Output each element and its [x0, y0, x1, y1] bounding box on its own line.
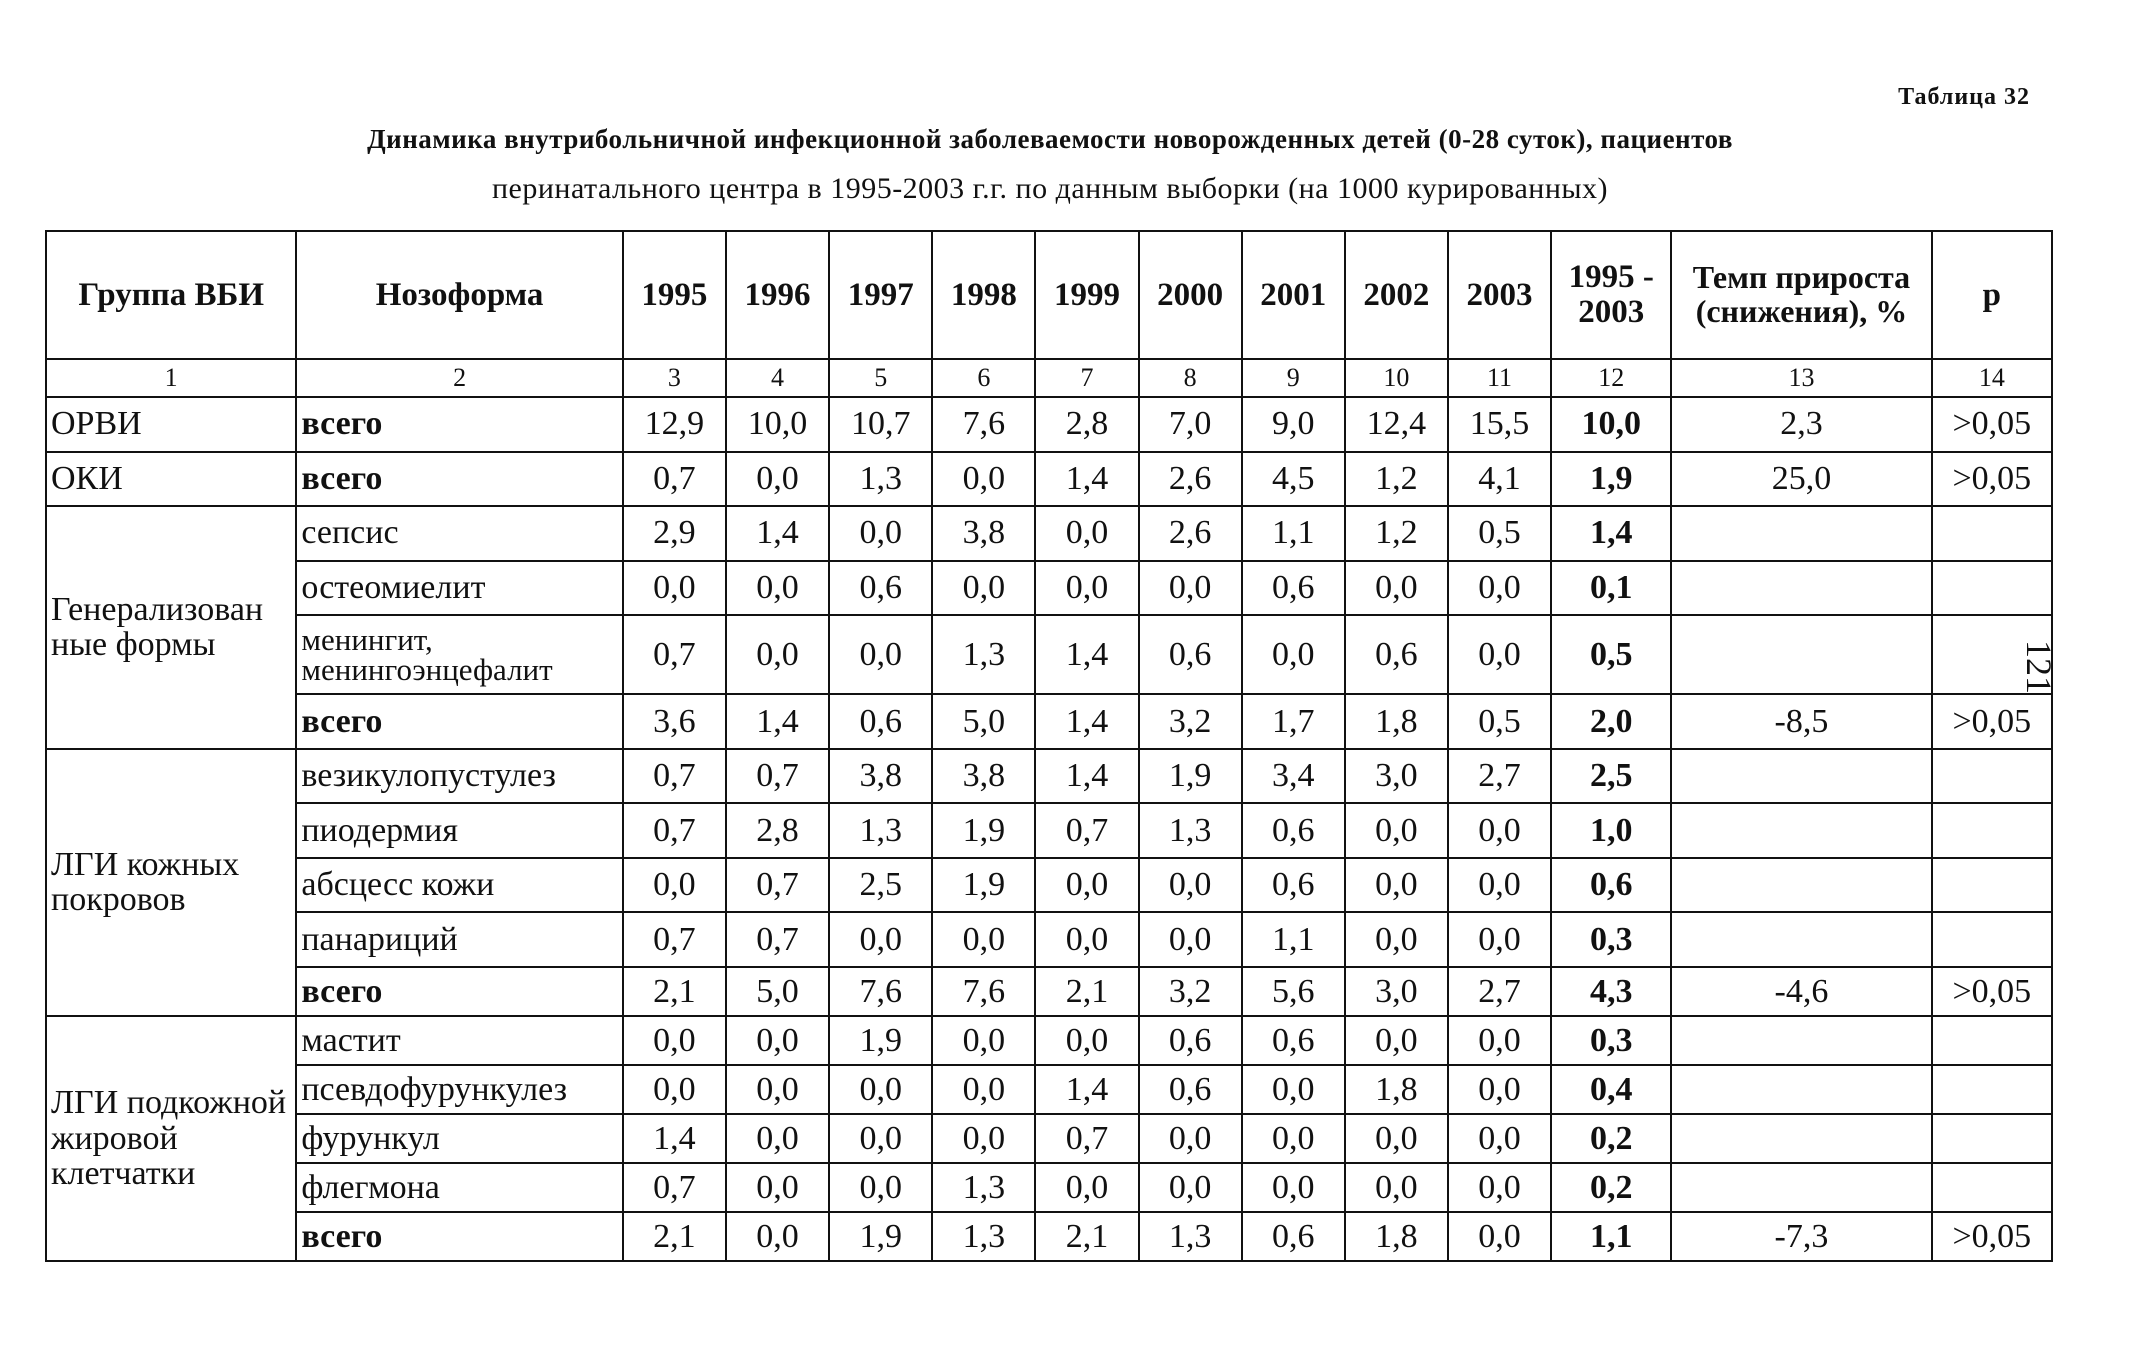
p-value-cell [1932, 749, 2052, 804]
table-row [46, 1114, 2052, 1163]
period-total-cell: 1,0 [1551, 803, 1671, 858]
year-value-cell: 0,6 [1242, 1212, 1345, 1261]
table-row [46, 615, 2052, 694]
year-value-cell: 0,0 [1448, 1016, 1551, 1065]
year-value-cell: 0,0 [726, 615, 829, 694]
year-value-cell: 1,3 [1139, 803, 1242, 858]
year-value-cell: 1,3 [1139, 1212, 1242, 1261]
year-value-cell: 5,6 [1242, 967, 1345, 1016]
year-value-cell: 2,6 [1139, 452, 1242, 507]
p-value-cell [1932, 858, 2052, 913]
column-number-cell: 12 [1551, 359, 1671, 397]
year-value-cell: 1,4 [1035, 452, 1138, 507]
column-number-row [46, 359, 2052, 397]
nosoform-cell: флегмона [296, 1163, 622, 1212]
year-value-cell: 2,1 [623, 967, 726, 1016]
year-value-cell: 3,6 [623, 694, 726, 749]
year-value-cell: 0,0 [932, 1114, 1035, 1163]
growth-rate-cell: -7,3 [1671, 1212, 1931, 1261]
year-value-cell: 0,0 [1035, 858, 1138, 913]
year-value-cell: 1,4 [623, 1114, 726, 1163]
year-value-cell: 0,7 [1035, 1114, 1138, 1163]
nosoform-cell: всего [296, 452, 622, 507]
table-row [46, 803, 2052, 858]
year-value-cell: 0,0 [1139, 912, 1242, 967]
year-value-cell: 0,0 [623, 858, 726, 913]
year-value-cell: 0,0 [932, 912, 1035, 967]
year-value-cell: 1,4 [1035, 749, 1138, 804]
p-value-cell [1932, 912, 2052, 967]
period-total-cell: 10,0 [1551, 397, 1671, 452]
period-total-cell: 0,3 [1551, 912, 1671, 967]
table-row [46, 858, 2052, 913]
table-row [46, 1212, 2052, 1261]
year-value-cell: 5,0 [932, 694, 1035, 749]
period-total-cell: 0,2 [1551, 1163, 1671, 1212]
year-value-cell: 0,7 [1035, 803, 1138, 858]
year-value-cell: 3,0 [1345, 967, 1448, 1016]
year-value-cell: 0,0 [726, 1114, 829, 1163]
header-cell: 1995 [623, 231, 726, 359]
year-value-cell: 0,0 [623, 1065, 726, 1114]
year-value-cell: 1,9 [829, 1016, 932, 1065]
year-value-cell: 5,0 [726, 967, 829, 1016]
year-value-cell: 2,5 [829, 858, 932, 913]
nosoform-cell: сепсис [296, 506, 622, 561]
nosoform-cell: всего [296, 1212, 622, 1261]
year-value-cell: 1,2 [1345, 452, 1448, 507]
year-value-cell: 0,7 [623, 803, 726, 858]
column-number-cell: 1 [46, 359, 296, 397]
header-cell: 1997 [829, 231, 932, 359]
year-value-cell: 0,0 [1139, 1163, 1242, 1212]
p-value-cell [1932, 1065, 2052, 1114]
growth-rate-cell [1671, 803, 1931, 858]
group-name-cell: Генерализован ные формы [46, 506, 296, 749]
year-value-cell: 1,3 [932, 1163, 1035, 1212]
p-value-cell [1932, 561, 2052, 616]
year-value-cell: 0,7 [726, 912, 829, 967]
year-value-cell: 0,0 [1448, 803, 1551, 858]
nosoform-cell: менингит, менингоэнцефалит [296, 615, 622, 694]
nosoform-cell: всего [296, 967, 622, 1016]
nosoform-cell: везикулопустулез [296, 749, 622, 804]
growth-rate-cell [1671, 1016, 1931, 1065]
table-row [46, 506, 2052, 561]
year-value-cell: 0,6 [1242, 1016, 1345, 1065]
year-value-cell: 0,0 [1035, 561, 1138, 616]
period-total-cell: 0,4 [1551, 1065, 1671, 1114]
year-value-cell: 0,6 [829, 561, 932, 616]
nosoform-cell: фурункул [296, 1114, 622, 1163]
year-value-cell: 0,0 [1345, 803, 1448, 858]
growth-rate-cell [1671, 912, 1931, 967]
period-total-cell: 2,5 [1551, 749, 1671, 804]
p-value-cell: >0,05 [1932, 1212, 2052, 1261]
year-value-cell: 3,8 [829, 749, 932, 804]
p-value-cell: >0,05 [1932, 967, 2052, 1016]
year-value-cell: 0,0 [726, 452, 829, 507]
year-value-cell: 0,0 [623, 561, 726, 616]
table-title-line2: перинатального центра в 1995-2003 г.г. по данным выборки (на 1000 курированных) [491, 172, 1609, 205]
year-value-cell: 0,5 [1448, 506, 1551, 561]
year-value-cell: 3,2 [1139, 694, 1242, 749]
table-title-line1: Динамика внутрибольничной инфекционной заболеваемости новорожденных детей (0-28 суток), пациентов [367, 124, 1733, 154]
year-value-cell: 1,3 [829, 803, 932, 858]
year-value-cell: 3,8 [932, 749, 1035, 804]
header-row [46, 231, 2052, 359]
year-value-cell: 0,0 [1345, 858, 1448, 913]
year-value-cell: 0,6 [1345, 615, 1448, 694]
year-value-cell: 0,0 [1345, 1016, 1448, 1065]
year-value-cell: 2,7 [1448, 967, 1551, 1016]
year-value-cell: 0,0 [1035, 506, 1138, 561]
year-value-cell: 0,0 [1448, 1212, 1551, 1261]
year-value-cell: 0,0 [829, 1114, 932, 1163]
column-number-cell: 4 [726, 359, 829, 397]
column-number-cell: 11 [1448, 359, 1551, 397]
year-value-cell: 0,6 [1242, 803, 1345, 858]
table-body [46, 397, 2052, 1261]
year-value-cell: 15,5 [1448, 397, 1551, 452]
year-value-cell: 0,7 [623, 1163, 726, 1212]
table-row [46, 694, 2052, 749]
year-value-cell: 0,6 [1139, 1065, 1242, 1114]
year-value-cell: 0,0 [623, 1016, 726, 1065]
year-value-cell: 3,4 [1242, 749, 1345, 804]
header-cell: 1999 [1035, 231, 1138, 359]
group-name-cell: ЛГИ кожных покровов [46, 749, 296, 1016]
year-value-cell: 0,0 [1139, 1114, 1242, 1163]
header-cell: 2003 [1448, 231, 1551, 359]
year-value-cell: 2,1 [1035, 967, 1138, 1016]
period-total-cell: 0,2 [1551, 1114, 1671, 1163]
column-number-cell: 13 [1671, 359, 1931, 397]
table-row [46, 912, 2052, 967]
year-value-cell: 0,0 [726, 1163, 829, 1212]
year-value-cell: 0,0 [829, 1065, 932, 1114]
year-value-cell: 1,7 [1242, 694, 1345, 749]
p-value-cell [1932, 506, 2052, 561]
year-value-cell: 0,0 [829, 1163, 932, 1212]
year-value-cell: 0,5 [1448, 694, 1551, 749]
period-total-cell: 1,4 [1551, 506, 1671, 561]
period-total-cell: 1,9 [1551, 452, 1671, 507]
table-row [46, 397, 2052, 452]
year-value-cell: 0,0 [1345, 1163, 1448, 1212]
year-value-cell: 0,0 [1035, 912, 1138, 967]
year-value-cell: 0,0 [1448, 1065, 1551, 1114]
group-name-cell: ЛГИ подкожной жировой клетчатки [46, 1016, 296, 1261]
year-value-cell: 1,4 [1035, 615, 1138, 694]
year-value-cell: 0,0 [1448, 858, 1551, 913]
header-cell: Группа ВБИ [46, 231, 296, 359]
header-cell: p [1932, 231, 2052, 359]
year-value-cell: 1,4 [1035, 694, 1138, 749]
growth-rate-cell [1671, 1065, 1931, 1114]
p-value-cell: >0,05 [1932, 397, 2052, 452]
year-value-cell: 10,7 [829, 397, 932, 452]
header-cell: 1995 - 2003 [1551, 231, 1671, 359]
year-value-cell: 12,9 [623, 397, 726, 452]
column-number-cell: 3 [623, 359, 726, 397]
year-value-cell: 7,0 [1139, 397, 1242, 452]
year-value-cell: 0,0 [932, 1016, 1035, 1065]
year-value-cell: 3,0 [1345, 749, 1448, 804]
p-value-cell [1932, 1163, 2052, 1212]
growth-rate-cell: 25,0 [1671, 452, 1931, 507]
year-value-cell: 0,0 [1448, 561, 1551, 616]
year-value-cell: 9,0 [1242, 397, 1345, 452]
year-value-cell: 1,4 [726, 506, 829, 561]
growth-rate-cell: 2,3 [1671, 397, 1931, 452]
year-value-cell: 0,0 [829, 506, 932, 561]
year-value-cell: 0,7 [726, 858, 829, 913]
year-value-cell: 0,0 [1242, 1163, 1345, 1212]
year-value-cell: 2,8 [1035, 397, 1138, 452]
year-value-cell: 1,9 [1139, 749, 1242, 804]
p-value-cell: >0,05 [1932, 694, 2052, 749]
p-value-cell [1932, 615, 2052, 694]
growth-rate-cell [1671, 561, 1931, 616]
year-value-cell: 0,0 [932, 452, 1035, 507]
year-value-cell: 0,6 [1139, 615, 1242, 694]
nosoform-cell: всего [296, 694, 622, 749]
p-value-cell [1932, 1114, 2052, 1163]
year-value-cell: 1,9 [932, 803, 1035, 858]
year-value-cell: 1,8 [1345, 694, 1448, 749]
nosoform-cell: панариций [296, 912, 622, 967]
year-value-cell: 10,0 [726, 397, 829, 452]
period-total-cell: 4,3 [1551, 967, 1671, 1016]
year-value-cell: 2,6 [1139, 506, 1242, 561]
year-value-cell: 1,1 [1242, 506, 1345, 561]
year-value-cell: 1,9 [829, 1212, 932, 1261]
year-value-cell: 0,0 [932, 1065, 1035, 1114]
year-value-cell: 4,5 [1242, 452, 1345, 507]
year-value-cell: 0,0 [1139, 858, 1242, 913]
year-value-cell: 7,6 [829, 967, 932, 1016]
year-value-cell: 3,8 [932, 506, 1035, 561]
nosoform-cell: остеомиелит [296, 561, 622, 616]
page-number: 121 [2019, 640, 2059, 694]
growth-rate-cell: -8,5 [1671, 694, 1931, 749]
p-value-cell: >0,05 [1932, 452, 2052, 507]
year-value-cell: 0,0 [726, 1212, 829, 1261]
year-value-cell: 0,0 [1139, 561, 1242, 616]
year-value-cell: 1,9 [932, 858, 1035, 913]
nosoform-cell: мастит [296, 1016, 622, 1065]
year-value-cell: 1,3 [932, 1212, 1035, 1261]
table-row [46, 1065, 2052, 1114]
year-value-cell: 0,0 [1345, 1114, 1448, 1163]
table-row [46, 967, 2052, 1016]
year-value-cell: 1,3 [932, 615, 1035, 694]
year-value-cell: 0,6 [1242, 561, 1345, 616]
header-cell: 2002 [1345, 231, 1448, 359]
year-value-cell: 0,7 [726, 749, 829, 804]
year-value-cell: 2,9 [623, 506, 726, 561]
year-value-cell: 0,0 [1448, 615, 1551, 694]
year-value-cell: 0,0 [1345, 912, 1448, 967]
nosoform-cell: псевдофурункулез [296, 1065, 622, 1114]
year-value-cell: 2,8 [726, 803, 829, 858]
header-cell: 1996 [726, 231, 829, 359]
year-value-cell: 1,3 [829, 452, 932, 507]
column-number-cell: 10 [1345, 359, 1448, 397]
column-number-cell: 9 [1242, 359, 1345, 397]
year-value-cell: 0,0 [1448, 912, 1551, 967]
year-value-cell: 0,0 [1035, 1016, 1138, 1065]
year-value-cell: 0,0 [1345, 561, 1448, 616]
year-value-cell: 0,0 [829, 912, 932, 967]
year-value-cell: 3,2 [1139, 967, 1242, 1016]
column-number-cell: 14 [1932, 359, 2052, 397]
nosoform-cell: пиодермия [296, 803, 622, 858]
year-value-cell: 0,0 [1035, 1163, 1138, 1212]
year-value-cell: 0,0 [1448, 1114, 1551, 1163]
table-row [46, 1016, 2052, 1065]
nosoform-cell: всего [296, 397, 622, 452]
year-value-cell: 1,8 [1345, 1065, 1448, 1114]
table-row [46, 1163, 2052, 1212]
growth-rate-cell [1671, 1114, 1931, 1163]
year-value-cell: 2,7 [1448, 749, 1551, 804]
header-cell: 2001 [1242, 231, 1345, 359]
growth-rate-cell [1671, 858, 1931, 913]
growth-rate-cell [1671, 1163, 1931, 1212]
period-total-cell: 0,6 [1551, 858, 1671, 913]
period-total-cell: 0,5 [1551, 615, 1671, 694]
year-value-cell: 0,0 [932, 561, 1035, 616]
year-value-cell: 0,7 [623, 452, 726, 507]
year-value-cell: 1,4 [726, 694, 829, 749]
year-value-cell: 0,7 [623, 749, 726, 804]
year-value-cell: 12,4 [1345, 397, 1448, 452]
p-value-cell [1932, 1016, 2052, 1065]
growth-rate-cell [1671, 506, 1931, 561]
table-row [46, 749, 2052, 804]
year-value-cell: 0,0 [1242, 615, 1345, 694]
growth-rate-cell [1671, 615, 1931, 694]
year-value-cell: 7,6 [932, 397, 1035, 452]
year-value-cell: 0,6 [1139, 1016, 1242, 1065]
p-value-cell [1932, 803, 2052, 858]
group-name-cell: ОРВИ [46, 397, 296, 452]
year-value-cell: 0,0 [1242, 1114, 1345, 1163]
year-value-cell: 0,0 [726, 1065, 829, 1114]
year-value-cell: 0,7 [623, 912, 726, 967]
year-value-cell: 0,7 [623, 615, 726, 694]
column-number-cell: 7 [1035, 359, 1138, 397]
header-cell: Нозоформа [296, 231, 622, 359]
header-cell: 1998 [932, 231, 1035, 359]
year-value-cell: 1,1 [1242, 912, 1345, 967]
year-value-cell: 2,1 [623, 1212, 726, 1261]
year-value-cell: 1,4 [1035, 1065, 1138, 1114]
year-value-cell: 0,0 [1242, 1065, 1345, 1114]
column-number-cell: 8 [1139, 359, 1242, 397]
growth-rate-cell [1671, 749, 1931, 804]
year-value-cell: 7,6 [932, 967, 1035, 1016]
period-total-cell: 0,1 [1551, 561, 1671, 616]
year-value-cell: 0,0 [1448, 1163, 1551, 1212]
year-value-cell: 1,8 [1345, 1212, 1448, 1261]
column-number-cell: 5 [829, 359, 932, 397]
year-value-cell: 2,1 [1035, 1212, 1138, 1261]
year-value-cell: 0,0 [726, 561, 829, 616]
period-total-cell: 2,0 [1551, 694, 1671, 749]
year-value-cell: 4,1 [1448, 452, 1551, 507]
year-value-cell: 0,6 [1242, 858, 1345, 913]
group-name-cell: ОКИ [46, 452, 296, 507]
header-cell: 2000 [1139, 231, 1242, 359]
table-label: Таблица 32 [1898, 84, 2030, 110]
table-row [46, 452, 2052, 507]
year-value-cell: 1,2 [1345, 506, 1448, 561]
column-number-cell: 2 [296, 359, 622, 397]
column-number-cell: 6 [932, 359, 1035, 397]
data-table [45, 230, 2053, 1262]
table-row [46, 561, 2052, 616]
year-value-cell: 0,0 [726, 1016, 829, 1065]
header-cell: Темп прироста (снижения), % [1671, 231, 1931, 359]
period-total-cell: 0,3 [1551, 1016, 1671, 1065]
growth-rate-cell: -4,6 [1671, 967, 1931, 1016]
year-value-cell: 0,0 [829, 615, 932, 694]
period-total-cell: 1,1 [1551, 1212, 1671, 1261]
year-value-cell: 0,6 [829, 694, 932, 749]
nosoform-cell: абсцесс кожи [296, 858, 622, 913]
